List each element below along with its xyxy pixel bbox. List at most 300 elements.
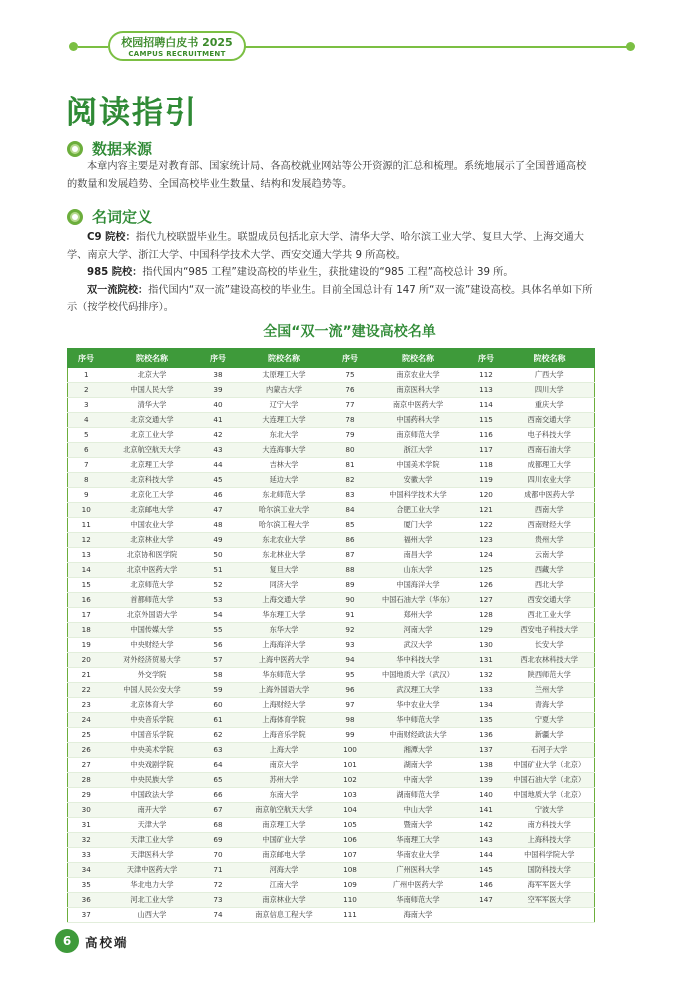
university-name-cell: 中国人民公安大学 [105, 683, 200, 698]
row-number-cell: 44 [200, 458, 237, 473]
row-number-cell: 69 [200, 833, 237, 848]
circle-bullet-icon [67, 141, 83, 157]
table-row [68, 488, 595, 503]
row-number-cell: 6 [68, 443, 105, 458]
row-number-cell: 87 [332, 548, 369, 563]
row-number-cell: 115 [468, 413, 505, 428]
row-number-cell: 4 [68, 413, 105, 428]
university-name-cell: 云南大学 [505, 548, 595, 563]
university-name-cell: 西北大学 [505, 578, 595, 593]
university-name-cell: 西南交通大学 [505, 413, 595, 428]
row-number-cell: 35 [68, 878, 105, 893]
university-name-cell: 南京农业大学 [369, 368, 468, 383]
row-number-cell: 79 [332, 428, 369, 443]
col-header: 序号 [200, 349, 237, 368]
university-name-cell: 宁波大学 [505, 803, 595, 818]
university-name-cell: 中国科学技术大学 [369, 488, 468, 503]
university-name-cell: 上海海洋大学 [237, 638, 332, 653]
university-name-cell: 内蒙古大学 [237, 383, 332, 398]
university-name-cell: 天津医科大学 [105, 848, 200, 863]
university-name-cell [505, 908, 595, 923]
university-name-cell: 南京理工大学 [237, 818, 332, 833]
table-row [68, 728, 595, 743]
def-double-first-class [67, 282, 594, 317]
university-name-cell: 东北大学 [237, 428, 332, 443]
circle-bullet-icon [67, 209, 83, 225]
row-number-cell: 8 [68, 473, 105, 488]
university-name-cell: 天津大学 [105, 818, 200, 833]
row-number-cell: 40 [200, 398, 237, 413]
def-sy-text: 指代国内“双一流”建设高校的毕业生。目前全国总计有 147 所“双一流”建设高校。具体名单如下所示（按学校代码排序）。 [67, 284, 593, 313]
row-number-cell: 105 [332, 818, 369, 833]
university-name-cell: 合肥工业大学 [369, 503, 468, 518]
section-definitions-text [67, 229, 594, 317]
university-name-cell: 西安交通大学 [505, 593, 595, 608]
row-number-cell: 92 [332, 623, 369, 638]
row-number-cell: 93 [332, 638, 369, 653]
col-header: 序号 [332, 349, 369, 368]
table-row [68, 578, 595, 593]
row-number-cell: 53 [200, 593, 237, 608]
university-name-cell: 湖南大学 [369, 758, 468, 773]
def-985-label: 985 院校： [87, 267, 143, 278]
row-number-cell: 84 [332, 503, 369, 518]
university-name-cell: 南京医科大学 [369, 383, 468, 398]
university-name-cell: 浙江大学 [369, 443, 468, 458]
row-number-cell: 132 [468, 668, 505, 683]
table-row [68, 833, 595, 848]
row-number-cell: 133 [468, 683, 505, 698]
row-number-cell: 47 [200, 503, 237, 518]
row-number-cell [468, 908, 505, 923]
row-number-cell: 50 [200, 548, 237, 563]
university-name-cell: 山西大学 [105, 908, 200, 923]
university-name-cell: 西南大学 [505, 503, 595, 518]
university-name-cell: 中国海洋大学 [369, 578, 468, 593]
university-name-cell: 中央美术学院 [105, 743, 200, 758]
university-name-cell: 南昌大学 [369, 548, 468, 563]
row-number-cell: 70 [200, 848, 237, 863]
university-name-cell: 中国地质大学（武汉） [369, 668, 468, 683]
university-name-cell: 南京航空航天大学 [237, 803, 332, 818]
row-number-cell: 3 [68, 398, 105, 413]
row-number-cell: 77 [332, 398, 369, 413]
table-row [68, 683, 595, 698]
university-name-cell: 东华大学 [237, 623, 332, 638]
university-name-cell: 南京师范大学 [369, 428, 468, 443]
university-name-cell: 四川大学 [505, 383, 595, 398]
university-name-cell: 中国矿业大学 [237, 833, 332, 848]
university-name-cell: 中国石油大学（华东） [369, 593, 468, 608]
header-title-cn: 校园招聘白皮书 2025 [121, 36, 233, 49]
table-row [68, 863, 595, 878]
university-name-cell: 山东大学 [369, 563, 468, 578]
row-number-cell: 19 [68, 638, 105, 653]
row-number-cell: 134 [468, 698, 505, 713]
row-number-cell: 78 [332, 413, 369, 428]
university-name-cell: 北京邮电大学 [105, 503, 200, 518]
row-number-cell: 88 [332, 563, 369, 578]
row-number-cell: 13 [68, 548, 105, 563]
table-row [68, 773, 595, 788]
page-header [0, 0, 699, 70]
university-name-cell: 华北电力大学 [105, 878, 200, 893]
table-row [68, 398, 595, 413]
university-name-cell: 电子科技大学 [505, 428, 595, 443]
university-name-cell: 上海财经大学 [237, 698, 332, 713]
university-name-cell: 新疆大学 [505, 728, 595, 743]
row-number-cell: 22 [68, 683, 105, 698]
university-name-cell: 华南理工大学 [369, 833, 468, 848]
university-name-cell: 南京信息工程大学 [237, 908, 332, 923]
university-name-cell: 福州大学 [369, 533, 468, 548]
table-row [68, 623, 595, 638]
row-number-cell: 109 [332, 878, 369, 893]
row-number-cell: 25 [68, 728, 105, 743]
row-number-cell: 73 [200, 893, 237, 908]
section-title: 数据来源 [92, 140, 153, 158]
row-number-cell: 135 [468, 713, 505, 728]
university-name-cell: 江南大学 [237, 878, 332, 893]
university-name-cell: 广西大学 [505, 368, 595, 383]
row-number-cell: 71 [200, 863, 237, 878]
row-number-cell: 2 [68, 383, 105, 398]
header-dot-right [626, 42, 635, 51]
university-name-cell: 中央音乐学院 [105, 713, 200, 728]
row-number-cell: 119 [468, 473, 505, 488]
row-number-cell: 85 [332, 518, 369, 533]
row-number-cell: 122 [468, 518, 505, 533]
university-name-cell: 北京中医药大学 [105, 563, 200, 578]
university-name-cell: 中南大学 [369, 773, 468, 788]
row-number-cell: 41 [200, 413, 237, 428]
row-number-cell: 59 [200, 683, 237, 698]
university-name-cell: 上海外国语大学 [237, 683, 332, 698]
table-row [68, 473, 595, 488]
university-name-cell: 海南大学 [369, 908, 468, 923]
row-number-cell: 106 [332, 833, 369, 848]
university-name-cell: 外交学院 [105, 668, 200, 683]
table-row [68, 413, 595, 428]
university-name-cell: 海军军医大学 [505, 878, 595, 893]
col-header: 序号 [468, 349, 505, 368]
university-name-cell: 中国传媒大学 [105, 623, 200, 638]
table-row [68, 638, 595, 653]
university-name-cell: 上海音乐学院 [237, 728, 332, 743]
row-number-cell: 1 [68, 368, 105, 383]
university-name-cell: 中南财经政法大学 [369, 728, 468, 743]
university-name-cell: 西南财经大学 [505, 518, 595, 533]
university-name-cell: 东南大学 [237, 788, 332, 803]
row-number-cell: 83 [332, 488, 369, 503]
row-number-cell: 121 [468, 503, 505, 518]
section-definitions-heading [67, 206, 152, 227]
university-name-cell: 武汉大学 [369, 638, 468, 653]
row-number-cell: 104 [332, 803, 369, 818]
university-name-cell: 河海大学 [237, 863, 332, 878]
university-name-cell: 复旦大学 [237, 563, 332, 578]
col-header: 院校名称 [105, 349, 200, 368]
university-name-cell: 天津中医药大学 [105, 863, 200, 878]
table-row [68, 503, 595, 518]
row-number-cell: 42 [200, 428, 237, 443]
row-number-cell: 82 [332, 473, 369, 488]
university-name-cell: 南京林业大学 [237, 893, 332, 908]
row-number-cell: 66 [200, 788, 237, 803]
table-row [68, 848, 595, 863]
row-number-cell: 64 [200, 758, 237, 773]
row-number-cell: 100 [332, 743, 369, 758]
university-name-cell: 上海体育学院 [237, 713, 332, 728]
row-number-cell: 96 [332, 683, 369, 698]
university-name-cell: 北京交通大学 [105, 413, 200, 428]
table-row [68, 713, 595, 728]
row-number-cell: 54 [200, 608, 237, 623]
row-number-cell: 101 [332, 758, 369, 773]
university-name-cell: 中国药科大学 [369, 413, 468, 428]
row-number-cell: 112 [468, 368, 505, 383]
col-header: 院校名称 [237, 349, 332, 368]
row-number-cell: 137 [468, 743, 505, 758]
row-number-cell: 11 [68, 518, 105, 533]
row-number-cell: 91 [332, 608, 369, 623]
def-985 [67, 264, 594, 282]
row-number-cell: 68 [200, 818, 237, 833]
row-number-cell: 31 [68, 818, 105, 833]
row-number-cell: 130 [468, 638, 505, 653]
row-number-cell: 144 [468, 848, 505, 863]
section-data-source-heading [67, 138, 152, 159]
col-header: 序号 [68, 349, 105, 368]
table-header-row [68, 349, 595, 368]
row-number-cell: 111 [332, 908, 369, 923]
university-name-cell: 东北农业大学 [237, 533, 332, 548]
row-number-cell: 138 [468, 758, 505, 773]
table-row [68, 608, 595, 623]
university-name-cell: 南方科技大学 [505, 818, 595, 833]
row-number-cell: 123 [468, 533, 505, 548]
row-number-cell: 17 [68, 608, 105, 623]
row-number-cell: 52 [200, 578, 237, 593]
university-name-cell: 西北农林科技大学 [505, 653, 595, 668]
table-row [68, 668, 595, 683]
row-number-cell: 102 [332, 773, 369, 788]
row-number-cell: 126 [468, 578, 505, 593]
university-name-cell: 华中师范大学 [369, 713, 468, 728]
university-name-cell: 厦门大学 [369, 518, 468, 533]
row-number-cell: 103 [332, 788, 369, 803]
university-name-cell: 湘潭大学 [369, 743, 468, 758]
university-name-cell: 中央财经大学 [105, 638, 200, 653]
university-name-cell: 华东理工大学 [237, 608, 332, 623]
row-number-cell: 46 [200, 488, 237, 503]
row-number-cell: 145 [468, 863, 505, 878]
header-line-left [78, 46, 108, 48]
row-number-cell: 128 [468, 608, 505, 623]
header-title-en: CAMPUS RECRUITMENT [128, 50, 226, 58]
university-name-cell: 成都中医药大学 [505, 488, 595, 503]
def-c9-label: C9 院校： [87, 232, 136, 243]
row-number-cell: 48 [200, 518, 237, 533]
row-number-cell: 141 [468, 803, 505, 818]
university-name-cell: 空军军医大学 [505, 893, 595, 908]
row-number-cell: 63 [200, 743, 237, 758]
table-row [68, 893, 595, 908]
university-name-cell: 中国美术学院 [369, 458, 468, 473]
row-number-cell: 55 [200, 623, 237, 638]
university-name-cell: 中央民族大学 [105, 773, 200, 788]
def-c9-text: 指代九校联盟毕业生。联盟成员包括北京大学、清华大学、哈尔滨工业大学、复旦大学、上海交通大学、南京大学、浙江大学、中国科学技术大学、西安交通大学共 9 所高校。 [67, 232, 584, 261]
table-row [68, 533, 595, 548]
university-name-cell: 北京体育大学 [105, 698, 200, 713]
university-name-cell: 首都师范大学 [105, 593, 200, 608]
university-name-cell: 北京林业大学 [105, 533, 200, 548]
row-number-cell: 108 [332, 863, 369, 878]
university-name-cell: 中山大学 [369, 803, 468, 818]
page-number: 6 [55, 929, 79, 953]
row-number-cell: 39 [200, 383, 237, 398]
university-name-cell: 大连理工大学 [237, 413, 332, 428]
university-name-cell: 天津工业大学 [105, 833, 200, 848]
row-number-cell: 7 [68, 458, 105, 473]
row-number-cell: 98 [332, 713, 369, 728]
def-sy-label: 双一流院校： [87, 284, 149, 296]
row-number-cell: 51 [200, 563, 237, 578]
row-number-cell: 26 [68, 743, 105, 758]
def-985-text: 指代国内“985 工程”建设高校的毕业生，获批建设的“985 工程”高校总计 39 所。 [142, 267, 514, 278]
row-number-cell: 125 [468, 563, 505, 578]
university-name-cell: 辽宁大学 [237, 398, 332, 413]
university-name-cell: 哈尔滨工程大学 [237, 518, 332, 533]
row-number-cell: 30 [68, 803, 105, 818]
university-list-table [67, 348, 595, 923]
university-name-cell: 西北工业大学 [505, 608, 595, 623]
university-name-cell: 对外经济贸易大学 [105, 653, 200, 668]
row-number-cell: 74 [200, 908, 237, 923]
university-name-cell: 中国农业大学 [105, 518, 200, 533]
row-number-cell: 12 [68, 533, 105, 548]
row-number-cell: 142 [468, 818, 505, 833]
row-number-cell: 9 [68, 488, 105, 503]
row-number-cell: 33 [68, 848, 105, 863]
university-name-cell: 华东师范大学 [237, 668, 332, 683]
university-name-cell: 苏州大学 [237, 773, 332, 788]
row-number-cell: 62 [200, 728, 237, 743]
university-name-cell: 重庆大学 [505, 398, 595, 413]
row-number-cell: 14 [68, 563, 105, 578]
row-number-cell: 10 [68, 503, 105, 518]
row-number-cell: 56 [200, 638, 237, 653]
row-number-cell: 72 [200, 878, 237, 893]
row-number-cell: 18 [68, 623, 105, 638]
university-name-cell: 大连海事大学 [237, 443, 332, 458]
row-number-cell: 37 [68, 908, 105, 923]
university-name-cell: 太原理工大学 [237, 368, 332, 383]
university-name-cell: 华中农业大学 [369, 698, 468, 713]
row-number-cell: 5 [68, 428, 105, 443]
row-number-cell: 28 [68, 773, 105, 788]
table-row [68, 698, 595, 713]
row-number-cell: 27 [68, 758, 105, 773]
row-number-cell: 107 [332, 848, 369, 863]
row-number-cell: 58 [200, 668, 237, 683]
col-header: 院校名称 [505, 349, 595, 368]
row-number-cell: 75 [332, 368, 369, 383]
university-name-cell: 东北师范大学 [237, 488, 332, 503]
university-name-cell: 宁夏大学 [505, 713, 595, 728]
row-number-cell: 124 [468, 548, 505, 563]
row-number-cell: 94 [332, 653, 369, 668]
university-name-cell: 郑州大学 [369, 608, 468, 623]
page-title: 阅读指引 [66, 95, 198, 131]
university-name-cell: 北京工业大学 [105, 428, 200, 443]
row-number-cell: 99 [332, 728, 369, 743]
table-row [68, 368, 595, 383]
table-row [68, 428, 595, 443]
university-name-cell: 石河子大学 [505, 743, 595, 758]
university-name-cell: 北京外国语大学 [105, 608, 200, 623]
row-number-cell: 67 [200, 803, 237, 818]
university-name-cell: 中国科学院大学 [505, 848, 595, 863]
row-number-cell: 143 [468, 833, 505, 848]
table-row [68, 908, 595, 923]
row-number-cell: 76 [332, 383, 369, 398]
table-row [68, 653, 595, 668]
row-number-cell: 49 [200, 533, 237, 548]
row-number-cell: 43 [200, 443, 237, 458]
row-number-cell: 16 [68, 593, 105, 608]
row-number-cell: 90 [332, 593, 369, 608]
university-name-cell: 北京化工大学 [105, 488, 200, 503]
table-row [68, 743, 595, 758]
university-name-cell: 北京理工大学 [105, 458, 200, 473]
row-number-cell: 118 [468, 458, 505, 473]
table-row [68, 788, 595, 803]
university-name-cell: 湖南师范大学 [369, 788, 468, 803]
university-name-cell: 延边大学 [237, 473, 332, 488]
university-name-cell: 西藏大学 [505, 563, 595, 578]
table-row [68, 458, 595, 473]
row-number-cell: 139 [468, 773, 505, 788]
university-name-cell: 中国音乐学院 [105, 728, 200, 743]
row-number-cell: 131 [468, 653, 505, 668]
row-number-cell: 23 [68, 698, 105, 713]
row-number-cell: 140 [468, 788, 505, 803]
university-name-cell: 广州医科大学 [369, 863, 468, 878]
table-row [68, 818, 595, 833]
university-name-cell: 中央戏剧学院 [105, 758, 200, 773]
university-name-cell: 贵州大学 [505, 533, 595, 548]
row-number-cell: 89 [332, 578, 369, 593]
university-name-cell: 陕西师范大学 [505, 668, 595, 683]
row-number-cell: 136 [468, 728, 505, 743]
row-number-cell: 95 [332, 668, 369, 683]
table-row [68, 518, 595, 533]
university-name-cell: 华南师范大学 [369, 893, 468, 908]
university-name-cell: 上海中医药大学 [237, 653, 332, 668]
university-name-cell: 武汉理工大学 [369, 683, 468, 698]
university-name-cell: 北京航空航天大学 [105, 443, 200, 458]
row-number-cell: 32 [68, 833, 105, 848]
university-name-cell: 中国矿业大学（北京） [505, 758, 595, 773]
header-line-right [245, 46, 630, 48]
row-number-cell: 15 [68, 578, 105, 593]
university-name-cell: 华南农业大学 [369, 848, 468, 863]
header-badge [108, 31, 246, 61]
university-name-cell: 长安大学 [505, 638, 595, 653]
university-name-cell: 兰州大学 [505, 683, 595, 698]
row-number-cell: 127 [468, 593, 505, 608]
